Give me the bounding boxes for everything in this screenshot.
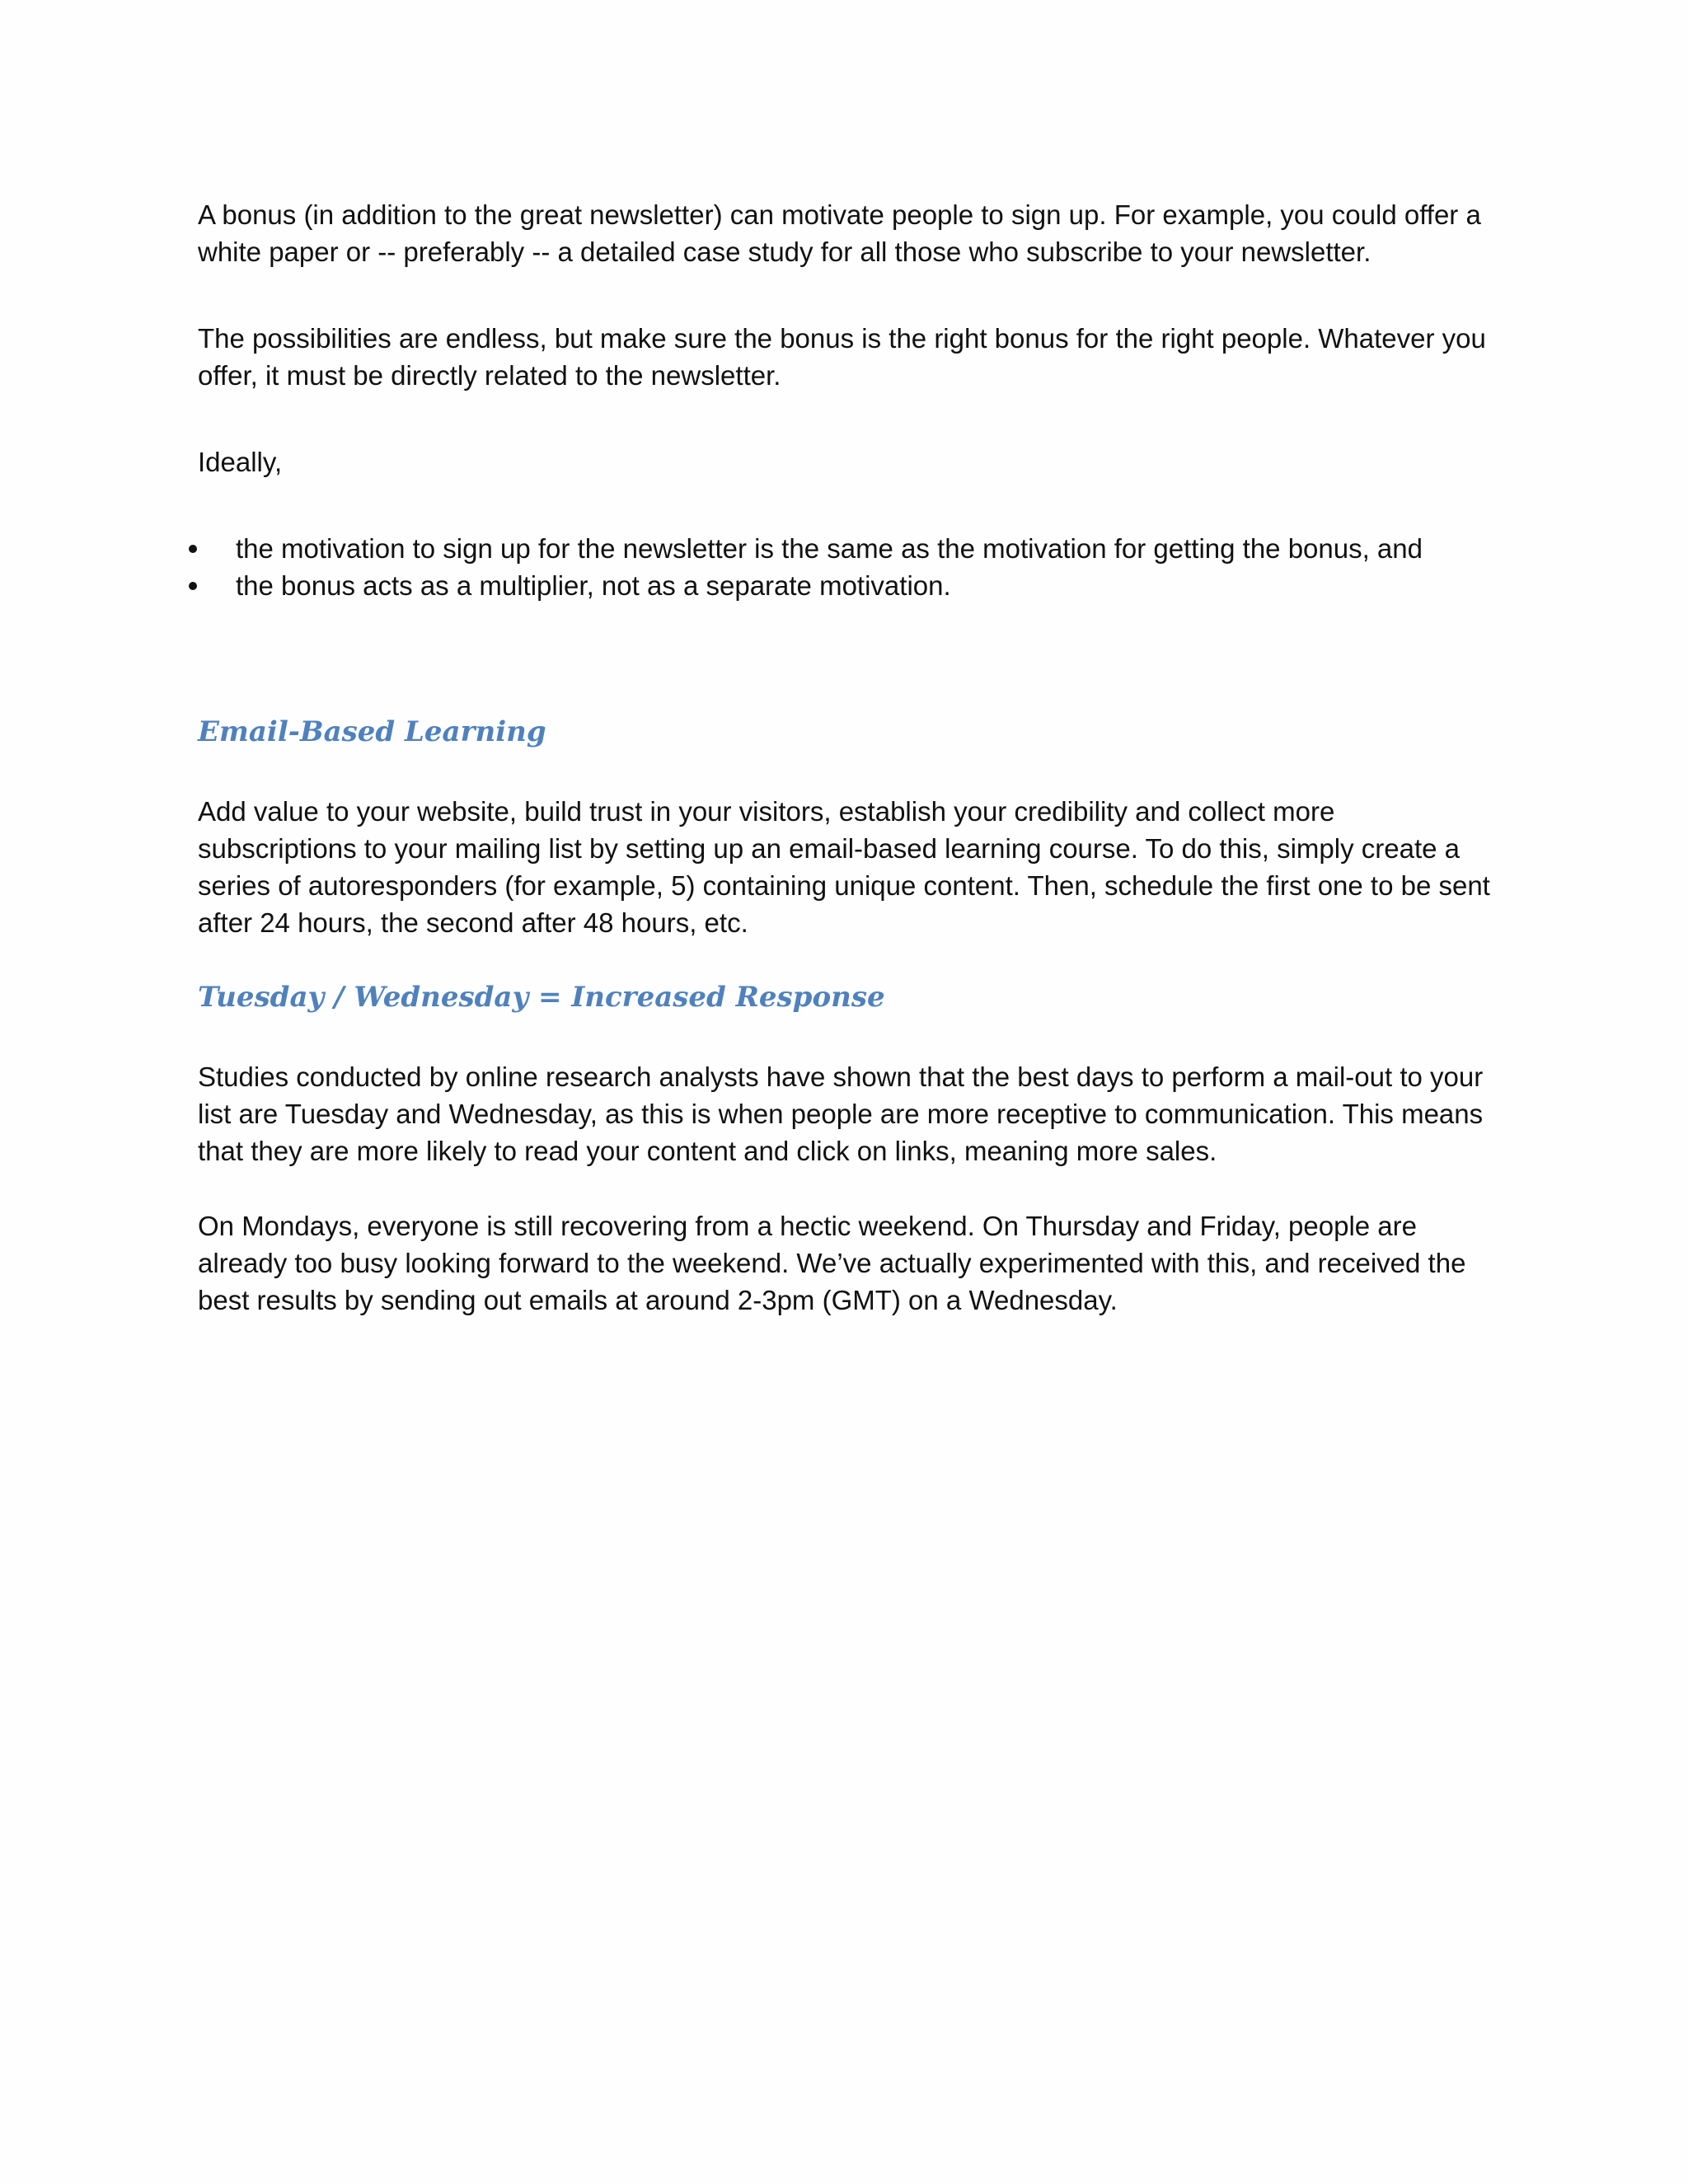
heading-email-based-learning: Email-Based Learning xyxy=(198,715,546,748)
bullet-icon xyxy=(189,582,197,590)
bullet-icon xyxy=(189,545,197,553)
bullet-list xyxy=(198,530,1500,604)
paragraph-bonus-intro: A bonus (in addition to the great newsletter) can motivate people to sign up. For example, you could offer a white paper or -- preferably -- a detailed case study for all those who subscribe to your newsletter. xyxy=(198,199,1481,267)
heading-tuesday-wednesday: Tuesday / Wednesday = Increased Response xyxy=(198,981,885,1014)
paragraph-ideally: Ideally, xyxy=(198,447,283,477)
document-body xyxy=(198,196,1500,1319)
paragraph-possibilities: The possibilities are endless, but make sure the bonus is the right bonus for the right people. Whatever you offer, it must be directly related to the newsletter. xyxy=(198,323,1486,391)
paragraph-mondays: On Mondays, everyone is still recovering from a hectic weekend. On Thursday and Friday, people are already too busy looking forward to the weekend. We’ve actually experimented with this, and received the best results by sending out emails at around 2-3pm (GMT) on a Wednesday. xyxy=(198,1211,1466,1315)
list-item-text: the motivation to sign up for the newsletter is the same as the motivation for getting the bonus, and xyxy=(236,533,1423,564)
list-item-text: the bonus acts as a multiplier, not as a separate motivation. xyxy=(236,570,951,601)
list-item xyxy=(198,567,1500,604)
paragraph-email-learning: Add value to your website, build trust in your visitors, establish your credibility and collect more subscriptions to your mailing list by setting up an email-based learning course. To do this, simply create a series of autoresponders (for example, 5) containing unique content. Then, schedule the first one to be sent after 24 hours, the second after 48 hours, etc. xyxy=(198,796,1490,938)
paragraph-studies: Studies conducted by online research analysts have shown that the best days to perform a mail-out to your list are Tuesday and Wednesday, as this is when people are more receptive to communication. This means that they are more likely to read your content and click on links, meaning more sales. xyxy=(198,1062,1484,1166)
list-item xyxy=(198,530,1500,567)
